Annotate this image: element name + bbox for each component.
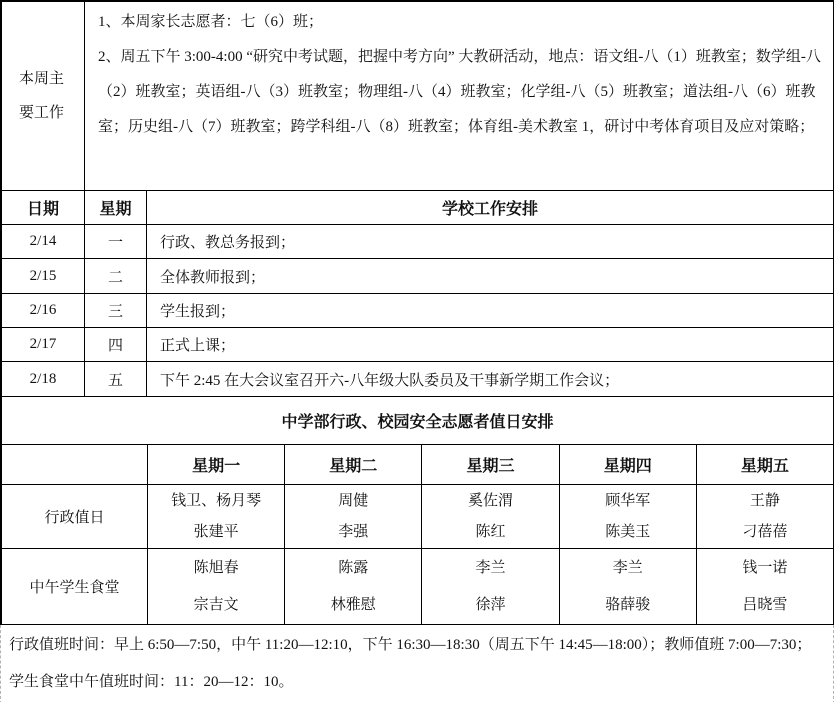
duty-name-cell [422, 485, 559, 548]
duty-name: 钱一诺 [742, 560, 788, 576]
duty-section-title: 中学部行政、校园安全志愿者值日安排 [281, 414, 554, 431]
schedule-row [2, 294, 833, 328]
duty-name: 宗吉文 [193, 597, 239, 613]
schedule-row [2, 328, 833, 362]
weekday-cell: 四 [85, 328, 147, 361]
duty-name-cell [560, 485, 697, 548]
duty-name: 顾华军 [605, 493, 651, 509]
duty-name: 陈美玉 [605, 524, 651, 540]
main-tasks-label: 本周主要工作 [19, 71, 65, 121]
weekday-header: 星期二 [285, 445, 422, 484]
duty-row-label: 行政值日 [2, 485, 148, 548]
header-weekday: 星期 [85, 191, 147, 224]
duty-name-cell [697, 549, 833, 624]
duty-name: 张建平 [193, 524, 239, 540]
date-cell: 2/16 [2, 294, 85, 327]
weekday-header: 星期五 [740, 458, 789, 475]
duty-header-empty-cell [2, 445, 148, 484]
main-tasks-section [2, 2, 833, 191]
duty-name: 周健 [338, 493, 369, 509]
main-tasks-content [85, 2, 833, 190]
main-tasks-label-cell [2, 2, 85, 190]
duty-name-cell [560, 549, 697, 624]
arrangement-cell: 下午 2:45 在大会议室召开六-八年级大队委员及干事新学期工作会议； [160, 372, 620, 389]
task-item: 2、周五下午 3:00-4:00 “研究中考试题，把握中考方向” 大教研活动，地点：语文组-八（1）班教室；数学组-八（2）班教室；英语组-八（3）班教室；物理组-八（4）班教室；化学组-八（5）班教室；道法组-八（6）班教室；历史组-八（7）班教室；跨学科组-八（8）班教室；体育组-美术教室 1，研讨中考体育项目及应对策略； [98, 49, 821, 135]
schedule-row [2, 225, 833, 259]
duty-row-canteen [2, 549, 833, 625]
date-cell: 2/18 [2, 362, 85, 396]
duty-name: 刁蓓蓓 [742, 524, 788, 540]
duty-name: 王静 [749, 493, 780, 509]
duty-name-cell [148, 485, 285, 548]
duty-name: 陈露 [338, 560, 369, 576]
arrangement-cell: 全体教师报到； [160, 269, 266, 286]
duty-name: 徐萍 [475, 597, 506, 613]
duty-name: 李强 [338, 524, 369, 540]
duty-name: 李兰 [475, 560, 506, 576]
duty-section-title-row [2, 397, 833, 445]
duty-name-cell [148, 549, 285, 624]
duty-name: 钱卫、杨月琴 [171, 493, 262, 509]
duty-name: 李兰 [612, 560, 643, 576]
duty-name: 吕晓雪 [742, 597, 788, 613]
duty-name-cell [285, 549, 422, 624]
weekday-header: 星期四 [560, 445, 697, 484]
date-cell: 2/15 [2, 259, 85, 293]
schedule-row [2, 362, 833, 397]
header-date: 日期 [2, 191, 85, 224]
task-item: 1、本周家长志愿者：七（6）班； [98, 14, 324, 30]
duty-name-cell [697, 485, 833, 548]
header-arrangement: 学校工作安排 [441, 201, 538, 218]
arrangement-cell: 学生报到； [160, 304, 236, 320]
weekday-header: 星期一 [148, 445, 285, 484]
duty-row-admin [2, 485, 833, 549]
duty-name-cell [285, 485, 422, 548]
weekday-cell: 五 [85, 362, 147, 396]
duty-name: 陈红 [475, 524, 506, 540]
arrangement-cell: 正式上课； [160, 338, 236, 354]
date-cell: 2/14 [2, 225, 85, 258]
schedule-header-row [2, 191, 833, 225]
date-cell: 2/17 [2, 328, 85, 361]
duty-name-cell [422, 549, 559, 624]
weekday-cell: 一 [85, 225, 147, 258]
arrangement-cell: 行政、教总务报到； [160, 235, 296, 251]
duty-weekday-header-row [2, 445, 833, 485]
duty-row-label: 中午学生食堂 [2, 549, 148, 624]
duty-name: 林雅慰 [330, 597, 376, 613]
weekday-cell: 三 [85, 294, 147, 327]
weekday-header: 星期三 [422, 445, 559, 484]
schedule-row [2, 259, 833, 294]
duty-time-note: 行政值班时间：早上 6:50—7:50，中午 11:20—12:10，下午 16:30—18:30（周五下午 14:45—18:00）；教师值班 7:00—7:30；学生食堂中午值班时间：11：20—12：10。 [0, 625, 834, 702]
duty-name: 奚佐渭 [468, 493, 514, 509]
duty-name: 陈旭春 [193, 560, 239, 576]
weekday-cell: 二 [85, 259, 147, 293]
duty-name: 骆薛骏 [605, 597, 651, 613]
